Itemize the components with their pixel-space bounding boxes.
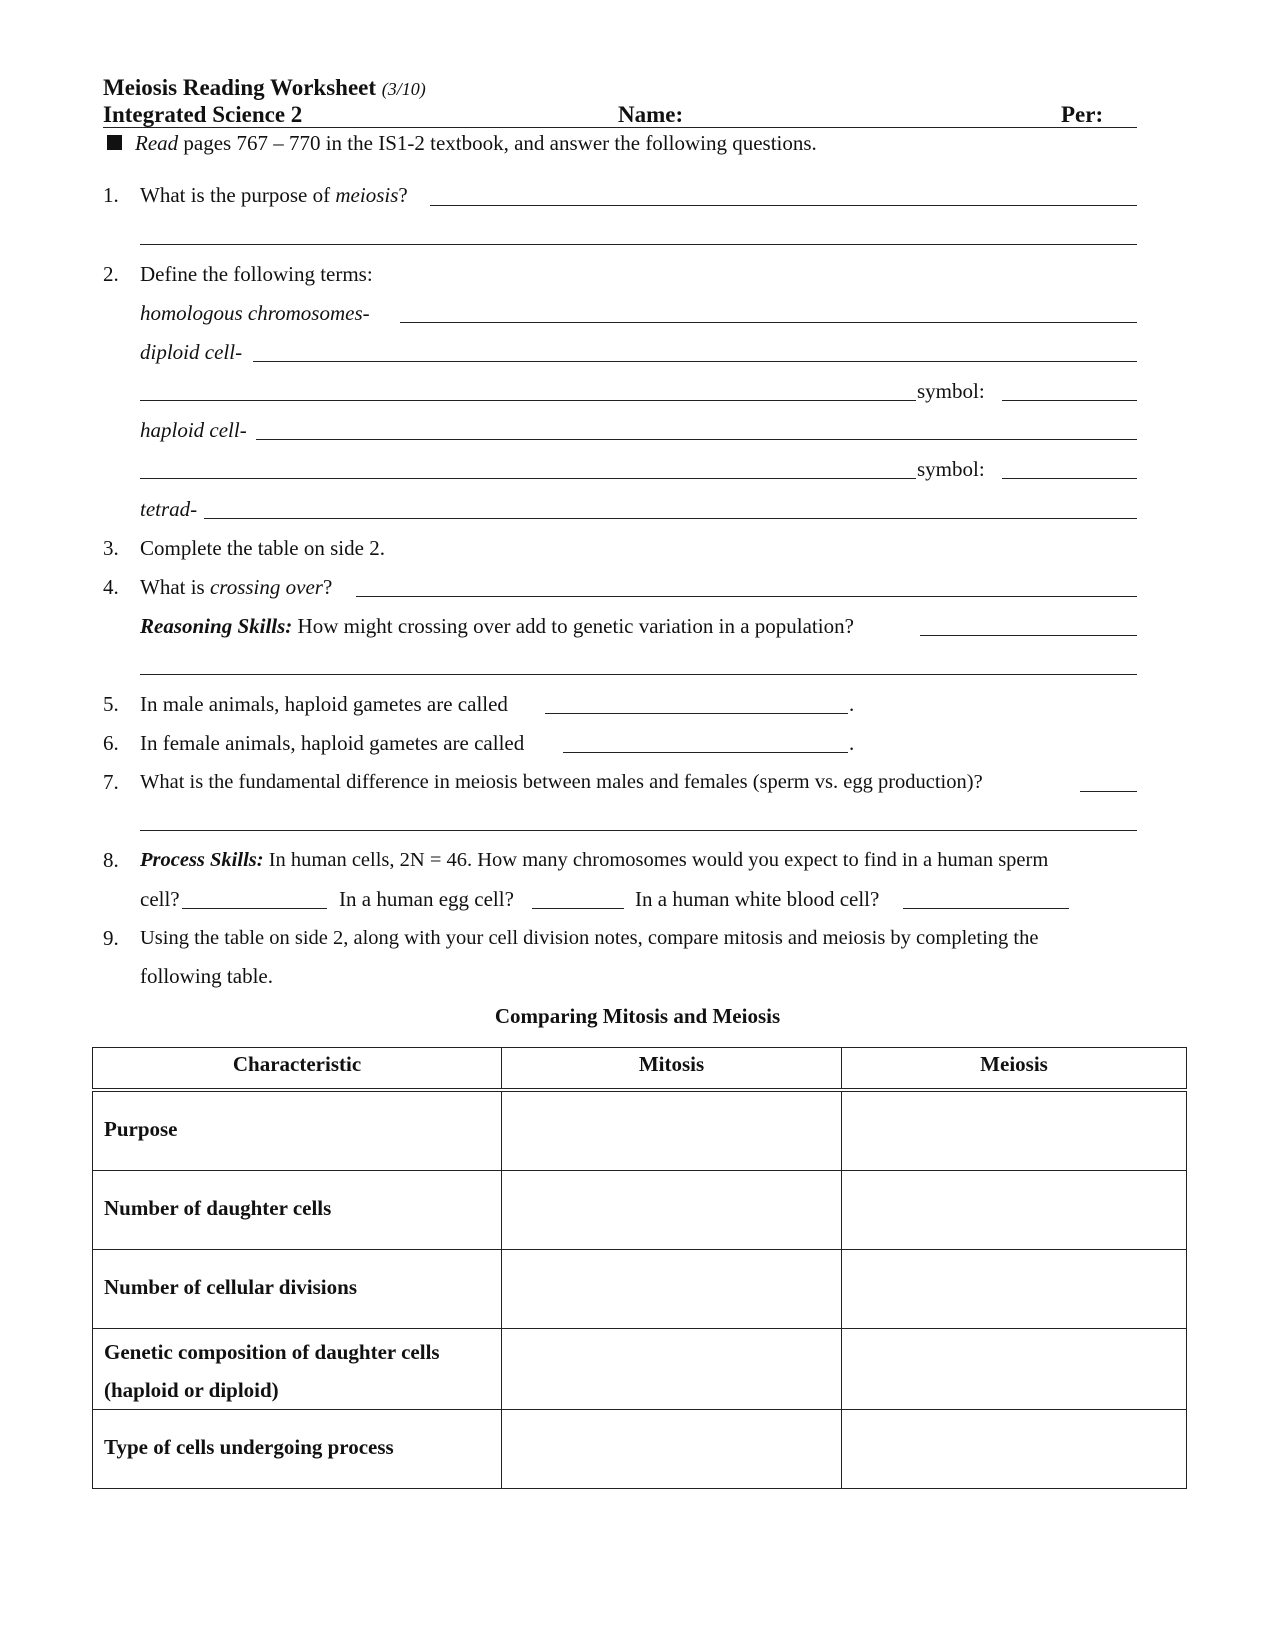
reasoning-answer-line-2[interactable] — [140, 674, 1137, 675]
q2-text: Define the following terms: — [140, 262, 373, 286]
q3-text: Complete the table on side 2. — [140, 536, 385, 560]
q2-number: 2. — [103, 262, 119, 286]
meiosis-genetic-cell[interactable] — [842, 1329, 1187, 1410]
diploid-symbol-line[interactable] — [1002, 400, 1137, 401]
homologous-chromosomes-label: homologous chromosomes- — [140, 301, 370, 325]
q5-period: . — [849, 692, 855, 716]
q4-text — [140, 575, 332, 599]
homologous-answer-line[interactable] — [400, 322, 1137, 323]
q9-line2: following table. — [140, 964, 273, 988]
q9-line1: Using the table on side 2, along with your cell division notes, compare mitosis and meiosis by completing the — [140, 927, 1039, 949]
header-underline — [103, 127, 1137, 128]
table-row — [93, 1090, 1187, 1171]
row-label-text: Number of cellular divisions — [104, 1275, 357, 1299]
q7-text: What is the fundamental difference in meiosis between males and females (sperm vs. egg production)? — [140, 771, 983, 793]
q8-number: 8. — [103, 848, 119, 872]
header-meiosis-text: Meiosis — [980, 1052, 1048, 1076]
q5-answer-line[interactable] — [545, 713, 848, 714]
tetrad-label: tetrad- — [140, 497, 198, 521]
q6-text: In female animals, haploid gametes are called — [140, 731, 525, 755]
mitosis-genetic-cell[interactable] — [502, 1329, 842, 1410]
meiosis-cell-type-cell[interactable] — [842, 1410, 1187, 1489]
date-text: (3/10) — [381, 79, 426, 99]
haploid-answer-line[interactable] — [256, 439, 1137, 440]
name-label: Name: — [618, 102, 684, 127]
q1-answer-line[interactable] — [430, 205, 1137, 206]
q5-text: In male animals, haploid gametes are called — [140, 692, 508, 716]
row-label-text: Number of daughter cells — [104, 1196, 332, 1220]
title-text: Meiosis Reading Worksheet — [103, 75, 377, 100]
q6-period: . — [849, 731, 855, 755]
row-label-text: Purpose — [104, 1117, 178, 1141]
q8-egg-label: In a human egg cell? — [339, 887, 514, 911]
q1-text — [140, 183, 408, 207]
table-row — [93, 1171, 1187, 1250]
q4-reasoning — [140, 614, 854, 638]
process-skills-label: Process Skills: — [140, 849, 264, 871]
diploid-answer-line[interactable] — [253, 361, 1137, 362]
comparison-table — [92, 1047, 1187, 1489]
mitosis-daughter-cells-cell[interactable] — [502, 1171, 842, 1250]
q5-number: 5. — [103, 692, 119, 716]
q8-text — [140, 848, 1048, 872]
haploid-answer-line-2[interactable] — [140, 478, 916, 479]
reasoning-skills-text: How might crossing over add to genetic variation in a population? — [297, 614, 854, 638]
worksheet-title — [103, 76, 426, 101]
instructions-text: pages 767 – 770 in the IS1-2 textbook, and answer the following questions. — [183, 131, 817, 155]
row-label-cellular-divisions — [93, 1250, 502, 1329]
instructions — [135, 131, 817, 155]
reasoning-answer-line[interactable] — [920, 635, 1137, 636]
q4-number: 4. — [103, 575, 119, 599]
instructions-verb: Read — [135, 131, 179, 155]
diploid-symbol-label: symbol: — [917, 379, 985, 403]
header-characteristic-text: Characteristic — [232, 1052, 362, 1076]
q4-pre: What is — [140, 575, 205, 599]
mitosis-cell-type-cell[interactable] — [502, 1410, 842, 1489]
q6-answer-line[interactable] — [563, 752, 848, 753]
meiosis-divisions-cell[interactable] — [842, 1250, 1187, 1329]
row-label-genetic-composition — [93, 1329, 502, 1410]
tetrad-answer-line[interactable] — [204, 518, 1137, 519]
row-label-cell-type — [93, 1410, 502, 1489]
header-meiosis — [842, 1048, 1187, 1091]
q7-number: 7. — [103, 770, 119, 794]
row-label-daughter-cells — [93, 1171, 502, 1250]
q8-wbc-label: In a human white blood cell? — [635, 887, 880, 911]
table-title: Comparing Mitosis and Meiosis — [494, 1004, 781, 1028]
table-row — [93, 1410, 1187, 1489]
q1-number: 1. — [103, 183, 119, 207]
header-characteristic — [93, 1048, 502, 1091]
q8-cell-label: cell? — [140, 887, 180, 911]
row-label-purpose — [93, 1090, 502, 1171]
haploid-symbol-label: symbol: — [917, 457, 985, 481]
meiosis-daughter-cells-cell[interactable] — [842, 1171, 1187, 1250]
bullet-square-icon — [107, 135, 122, 150]
egg-answer-line[interactable] — [532, 908, 624, 909]
q9-number: 9. — [103, 926, 119, 950]
q7-answer-line-2[interactable] — [140, 830, 1137, 831]
process-skills-text: In human cells, 2N = 46. How many chromosomes would you expect to find in a human sperm — [268, 849, 1049, 871]
haploid-symbol-line[interactable] — [1002, 478, 1137, 479]
row-label-text: Type of cells undergoing process — [104, 1435, 394, 1459]
mitosis-purpose-cell[interactable] — [502, 1090, 842, 1171]
table-row — [93, 1329, 1187, 1410]
diploid-answer-line-2[interactable] — [140, 400, 916, 401]
header-mitosis — [502, 1048, 842, 1091]
haploid-cell-label: haploid cell- — [140, 418, 247, 442]
header-mitosis-text: Mitosis — [638, 1052, 705, 1076]
sperm-answer-line[interactable] — [182, 908, 327, 909]
q4-term: crossing over — [209, 575, 323, 599]
q1-term: meiosis — [335, 183, 399, 207]
row-label-subtext: (haploid or diploid) — [104, 1378, 279, 1402]
per-label: Per: — [1061, 102, 1104, 127]
course-name: Integrated Science 2 — [103, 102, 303, 127]
q4-answer-line[interactable] — [356, 596, 1137, 597]
mitosis-divisions-cell[interactable] — [502, 1250, 842, 1329]
wbc-answer-line[interactable] — [903, 908, 1069, 909]
q1-answer-line-2[interactable] — [140, 244, 1137, 245]
row-label-text: Genetic composition of daughter cells — [104, 1340, 440, 1364]
q1-pre: What is the purpose of — [140, 183, 331, 207]
q1-post: ? — [398, 183, 408, 207]
q7-answer-line[interactable] — [1080, 791, 1137, 792]
q3-number: 3. — [103, 536, 119, 560]
q6-number: 6. — [103, 731, 119, 755]
table-header-row — [93, 1048, 1187, 1091]
meiosis-purpose-cell[interactable] — [842, 1090, 1187, 1171]
q4-post: ? — [322, 575, 333, 599]
table-row — [93, 1250, 1187, 1329]
diploid-cell-label: diploid cell- — [140, 340, 243, 364]
reasoning-skills-label: Reasoning Skills: — [140, 614, 293, 638]
